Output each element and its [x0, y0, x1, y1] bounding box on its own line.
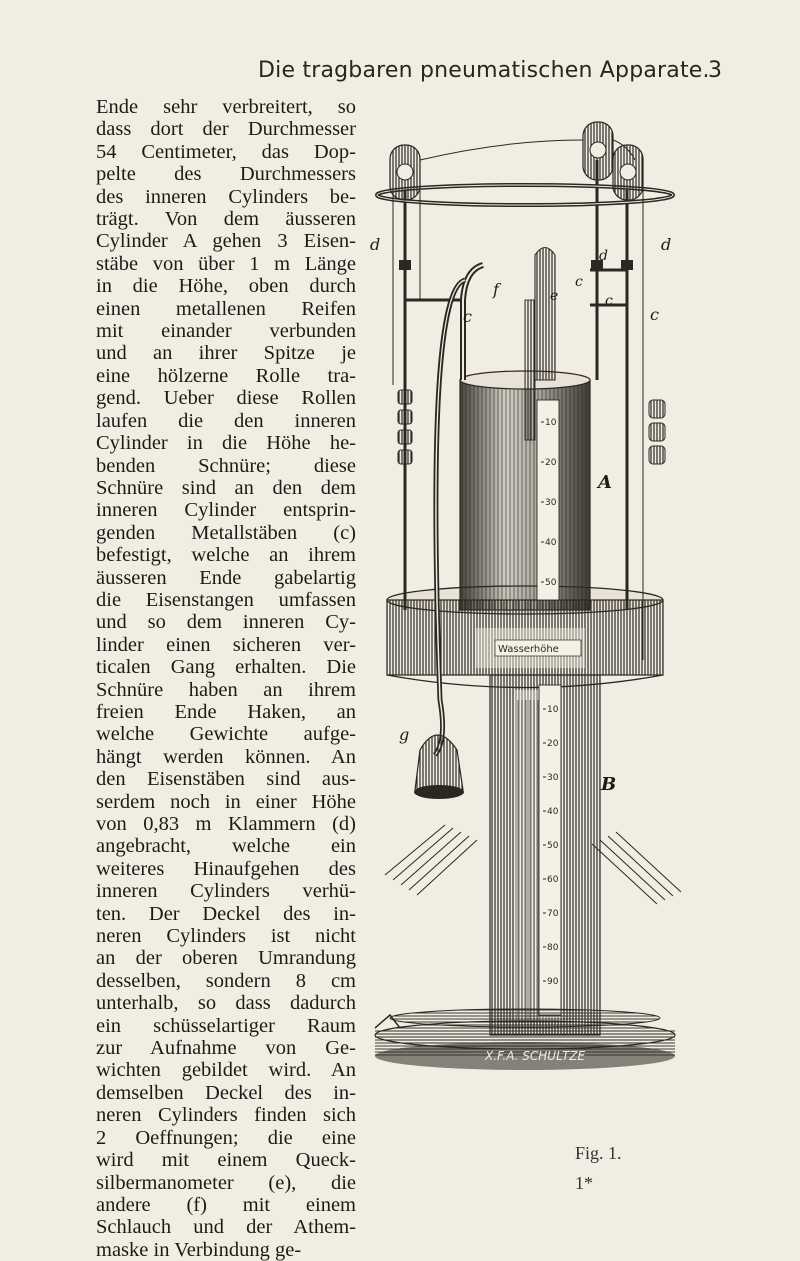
text-line: unterhalb, so dass dadurch [96, 992, 356, 1015]
text-line: andere (f) mit einem [96, 1193, 356, 1216]
text-line: Ende sehr verbreitert, so [96, 96, 356, 118]
label-c-mid2: c [605, 293, 613, 309]
text-line: desselben, sondern 8 cm [96, 969, 356, 992]
text-line: genden Metallstäben (c) [96, 521, 356, 544]
text-line: ten. Der Deckel des in- [96, 902, 356, 925]
label-e: e [550, 288, 559, 304]
text-line: Schnüre sind an den dem [96, 476, 356, 499]
body-text-column [96, 96, 356, 1261]
text-line: mit einander verbunden [96, 320, 356, 343]
scale-tick-label: 60 [547, 875, 559, 885]
hanging-weights-right [649, 400, 665, 464]
pulley-left [390, 145, 420, 200]
text-line: neren Cylinders finden sich [96, 1104, 356, 1127]
water-level-label: Wasserhöhe [498, 644, 559, 655]
scale-tick-label: 50 [545, 578, 557, 588]
label-c-mid: c [575, 274, 583, 290]
pulley-middle [583, 122, 613, 180]
scale-tick-label: 10 [545, 418, 557, 428]
text-line: maske in Verbindung ge- [96, 1238, 302, 1261]
text-line: ein schüsselartiger Raum [96, 1014, 356, 1037]
scale-tick-label: 80 [547, 943, 559, 953]
scale-tick-label: 30 [545, 498, 557, 508]
text-line: hängt werden können. An [96, 745, 356, 768]
text-line: pelte des Durchmessers [96, 163, 356, 186]
text-line: neren Cylinders ist nicht [96, 925, 356, 948]
text-line: dass dort der Durchmesser [96, 118, 356, 141]
text-line: silbermanometer (e), die [96, 1171, 356, 1194]
scale-tick-label: 50 [547, 841, 559, 851]
text-line: an der oberen Umrandung [96, 947, 356, 970]
text-line: benden Schnüre; diese [96, 454, 356, 477]
text-line: Schnüre haben an ihrem [96, 678, 356, 701]
text-line: linder einen sicheren ver- [96, 633, 356, 656]
text-line: stäbe von über 1 m Länge [96, 252, 356, 275]
metal-arms [405, 270, 627, 305]
text-line: serdem noch in einer Höhe [96, 790, 356, 813]
text-line: freien Ende Haken, an [96, 700, 356, 723]
text-line: ticalen Gang erhalten. Die [96, 656, 356, 679]
text-line: inneren Cylinder entsprin- [96, 499, 356, 522]
text-line: inneren Cylinders verhü- [96, 880, 356, 903]
scale-tick-label: 30 [547, 773, 559, 783]
page-number: 3 [708, 58, 722, 83]
running-title: Die tragbaren pneumatischen Apparate. [258, 58, 710, 83]
scale-tick-label: 90 [547, 977, 559, 987]
text-line: wird mit einem Queck- [96, 1149, 356, 1172]
engraver-signature: X.F.A. SCHULTZE [485, 1049, 586, 1063]
label-d-mid: d [599, 248, 608, 264]
text-line: Schlauch und der Athem- [96, 1216, 356, 1239]
label-c-left: c [463, 307, 472, 326]
scale-tick-label: 40 [545, 538, 557, 548]
text-line: die Eisenstangen umfassen [96, 588, 356, 611]
text-line: und so dem inneren Cy- [96, 611, 356, 634]
text-line: angebracht, welche ein [96, 835, 356, 858]
text-line: und an ihrer Spitze je [96, 342, 356, 365]
text-line: von 0,83 m Klammern (d) [96, 813, 356, 835]
text-line: zur Aufnahme von Ge- [96, 1037, 356, 1060]
text-line: weiteres Hinaufgehen des [96, 857, 356, 880]
apparatus-engraving [365, 100, 683, 1110]
text-line: 2 Oeffnungen; die eine [96, 1126, 356, 1149]
label-d-left: d [370, 235, 381, 254]
label-b: B [601, 774, 617, 795]
text-line: gend. Ueber diese Rollen [96, 387, 356, 410]
pulley-right [613, 145, 643, 200]
figure-caption: Fig. 1. [575, 1143, 622, 1163]
clamps [399, 260, 633, 270]
text-line: befestigt, welche an ihrem [96, 544, 356, 567]
text-line: in die Höhe, oben durch [96, 275, 356, 298]
text-line: einen metallenen Reifen [96, 297, 356, 320]
label-f: f [493, 280, 499, 299]
scale-tick-label: 20 [547, 739, 559, 749]
text-line: trägt. Von dem äusseren [96, 208, 356, 231]
text-line: Cylinder A gehen 3 Eisen- [96, 230, 356, 253]
label-a: A [598, 472, 612, 493]
signature-mark: 1* [575, 1173, 593, 1193]
text-line: welche Gewichte aufge- [96, 723, 356, 746]
label-g: g [399, 725, 410, 744]
text-line: den Eisenstäben sind aus- [96, 768, 356, 791]
text-line: Cylinder in die Höhe he- [96, 432, 356, 455]
text-line: demselben Deckel des in- [96, 1081, 356, 1104]
text-line: eine hölzerne Rolle tra- [96, 364, 356, 387]
breathing-mask [414, 735, 464, 799]
text-line: des inneren Cylinders be- [96, 185, 356, 208]
label-d-right: d [661, 235, 672, 254]
text-line: 54 Centimeter, das Dop- [96, 140, 356, 163]
label-c-right: c [650, 305, 659, 324]
scale-tick-label: 40 [547, 807, 559, 817]
scale-tick-label: 70 [547, 909, 559, 919]
text-line: äusseren Ende gabelartig [96, 566, 356, 589]
scale-tick-label: 20 [545, 458, 557, 468]
text-line: laufen die den inneren [96, 409, 356, 432]
text-line: wichten gebildet wird. An [96, 1059, 356, 1082]
scale-tick-label: 10 [547, 705, 559, 715]
